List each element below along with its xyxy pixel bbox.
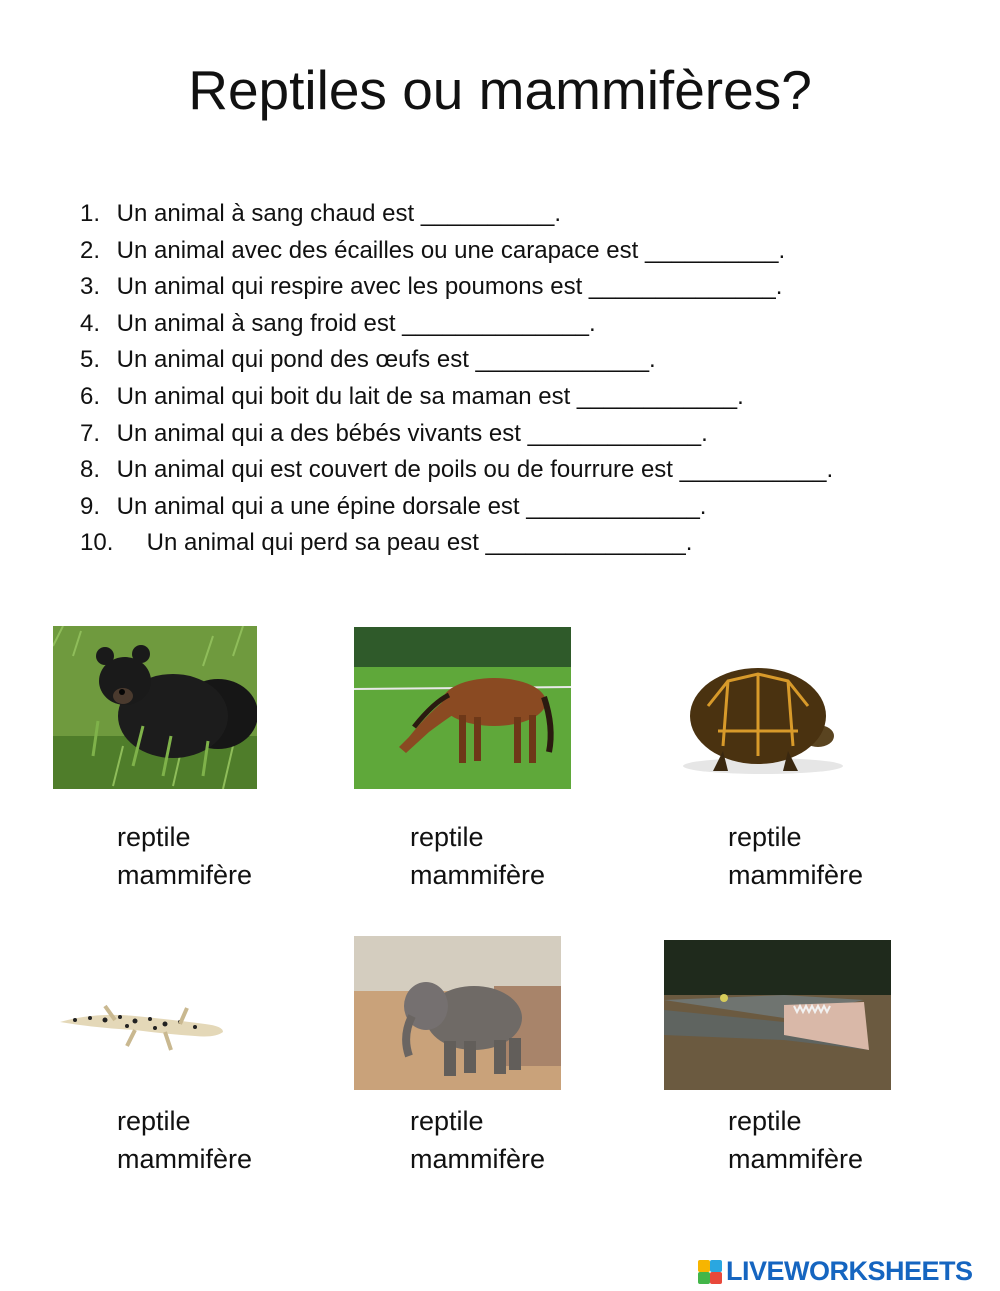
option-mammifere[interactable]: mammifère bbox=[117, 860, 253, 890]
question-number: 5. bbox=[80, 346, 101, 374]
question-item bbox=[80, 270, 980, 307]
question-text: Un animal qui est couvert de poils ou de fourrure est ___________. bbox=[116, 456, 834, 484]
question-text: Un animal qui respire avec les poumons est ______________. bbox=[116, 273, 783, 301]
question-list bbox=[80, 197, 980, 563]
answer-options bbox=[410, 818, 545, 894]
answer-options bbox=[117, 818, 252, 894]
gecko-photo bbox=[55, 950, 235, 1090]
question-number: 10. bbox=[80, 529, 114, 557]
option-reptile[interactable]: reptile bbox=[728, 1106, 802, 1136]
bear-photo bbox=[53, 626, 257, 789]
question-number: 1. bbox=[80, 200, 101, 227]
question-text: Un animal à sang chaud est __________. bbox=[116, 200, 561, 227]
question-item bbox=[80, 417, 980, 454]
question-number: 2. bbox=[80, 236, 101, 264]
horse-photo bbox=[354, 627, 571, 789]
option-mammifere[interactable]: mammifère bbox=[117, 1144, 253, 1174]
question-item bbox=[80, 197, 980, 234]
option-mammifere[interactable]: mammifère bbox=[410, 860, 546, 890]
question-item bbox=[80, 307, 980, 344]
elephant-photo bbox=[354, 936, 561, 1090]
option-mammifere[interactable]: mammifère bbox=[728, 860, 864, 890]
question-number: 4. bbox=[80, 309, 101, 337]
option-reptile[interactable]: reptile bbox=[117, 1106, 191, 1136]
brand-text: LIVEWORKSHEETS bbox=[726, 1256, 973, 1286]
option-mammifere[interactable]: mammifère bbox=[410, 1144, 546, 1174]
turtle-photo bbox=[648, 636, 876, 788]
option-reptile[interactable]: reptile bbox=[410, 1106, 484, 1136]
question-text: Un animal avec des écailles ou une carapace est __________. bbox=[116, 236, 786, 264]
answer-options bbox=[117, 1102, 252, 1178]
crocodile-photo bbox=[664, 940, 891, 1090]
question-text: Un animal à sang froid est ______________. bbox=[116, 309, 596, 337]
question-text: Un animal qui perd sa peau est _______________. bbox=[146, 529, 693, 557]
answer-options bbox=[728, 1102, 863, 1178]
question-text: Un animal qui a une épine dorsale est _____________. bbox=[116, 492, 707, 520]
question-number: 3. bbox=[80, 273, 101, 301]
question-number: 6. bbox=[80, 382, 101, 410]
question-number: 7. bbox=[80, 419, 101, 447]
page-title: Reptiles ou mammifères? bbox=[188, 59, 812, 121]
answer-options bbox=[728, 818, 863, 894]
question-item bbox=[80, 526, 980, 563]
question-text: Un animal qui boit du lait de sa maman est ____________. bbox=[116, 382, 744, 410]
question-item bbox=[80, 490, 980, 527]
question-number: 8. bbox=[80, 456, 101, 484]
question-item bbox=[80, 343, 980, 380]
liveworksheets-logo bbox=[698, 1256, 973, 1287]
option-mammifere[interactable]: mammifère bbox=[728, 1144, 864, 1174]
question-text: Un animal qui pond des œufs est _____________. bbox=[116, 346, 656, 374]
logo-blocks-icon bbox=[698, 1260, 722, 1284]
question-text: Un animal qui a des bébés vivants est _____________. bbox=[116, 419, 708, 447]
option-reptile[interactable]: reptile bbox=[728, 822, 802, 852]
option-reptile[interactable]: reptile bbox=[410, 822, 484, 852]
question-item bbox=[80, 453, 980, 490]
question-number: 9. bbox=[80, 492, 101, 520]
question-item bbox=[80, 234, 980, 271]
answer-options bbox=[410, 1102, 545, 1178]
question-item bbox=[80, 380, 980, 417]
option-reptile[interactable]: reptile bbox=[117, 822, 191, 852]
